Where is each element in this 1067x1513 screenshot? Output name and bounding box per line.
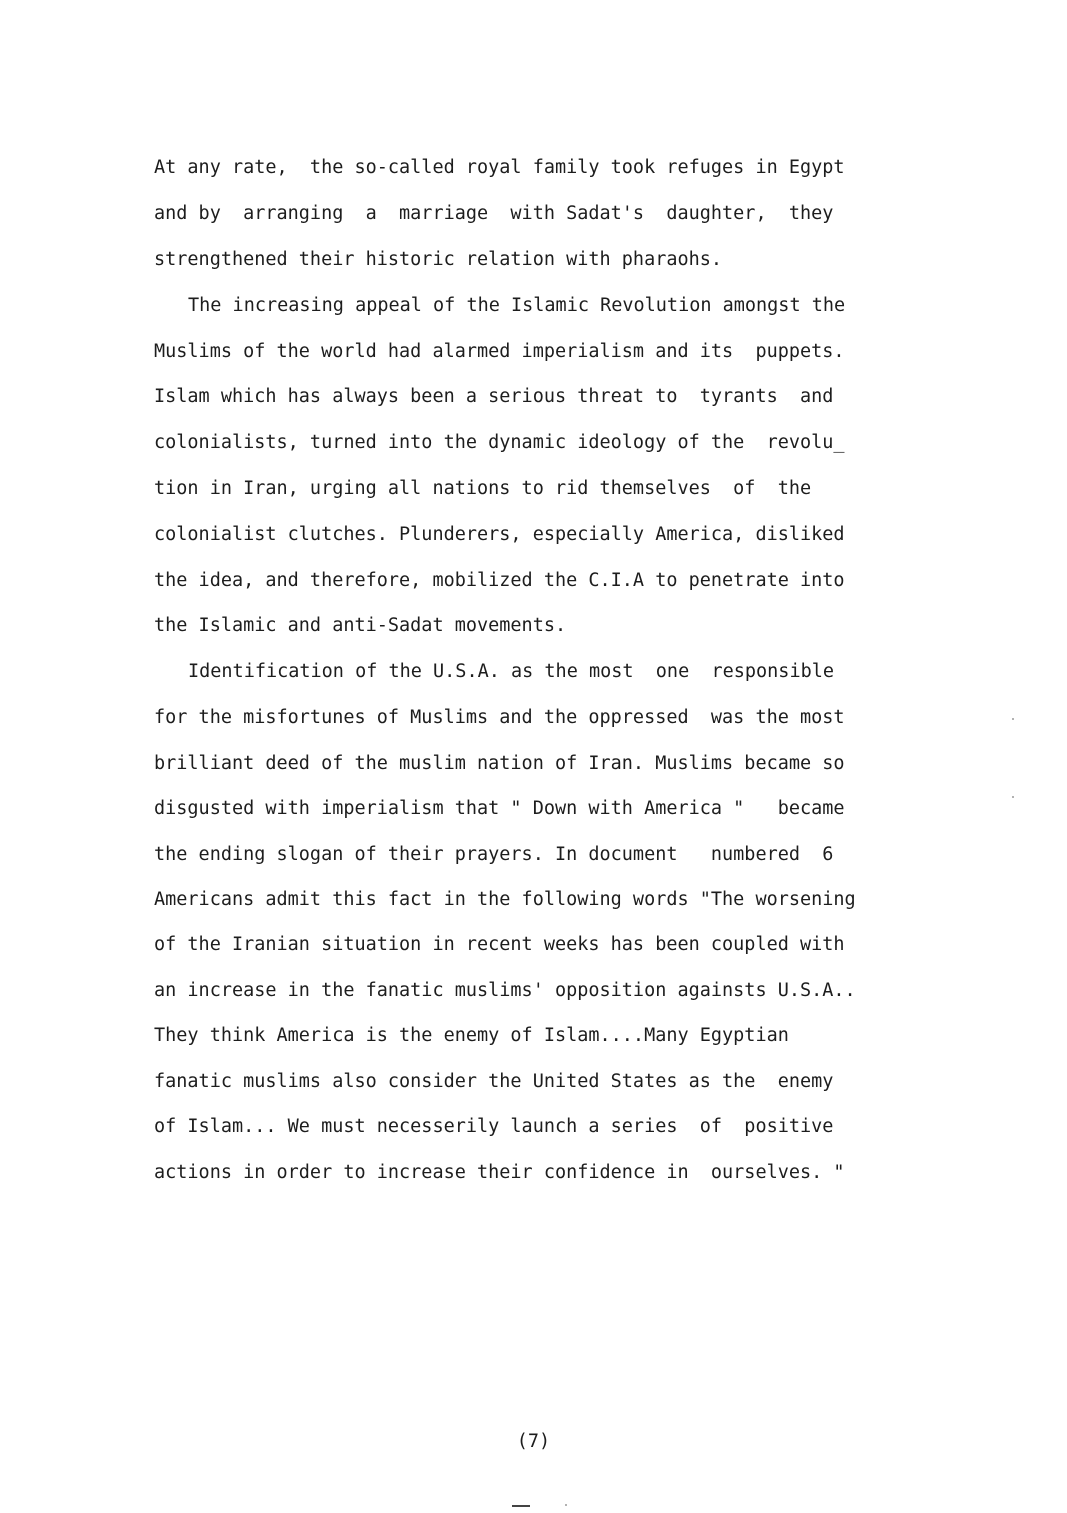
text-line-2: and by arranging a marriage with Sadat's daughter, they bbox=[154, 203, 834, 224]
text-line-22: of Islam... We must necesserily launch a series of positive bbox=[154, 1116, 834, 1137]
text-line-8: tion in Iran, urging all nations to rid themselves of the bbox=[154, 478, 812, 499]
text-line-10: the idea, and therefore, mobilized the C.I.A to penetrate into bbox=[154, 570, 845, 591]
text-line-12: Identification of the U.S.A. as the most one responsible bbox=[188, 661, 835, 682]
page-number: (7) bbox=[516, 1431, 551, 1452]
text-line-16: the ending slogan of their prayers. In document numbered 6 bbox=[154, 844, 834, 865]
text-line-18: of the Iranian situation in recent weeks has been coupled with bbox=[154, 934, 845, 955]
scan-speck bbox=[1012, 796, 1014, 798]
text-line-23: actions in order to increase their confidence in ourselves. " bbox=[154, 1162, 845, 1183]
text-line-7: colonialists, turned into the dynamic ideology of the revolu_ bbox=[154, 432, 845, 453]
scan-speck bbox=[565, 1504, 567, 1506]
text-line-4: The increasing appeal of the Islamic Revolution amongst the bbox=[188, 295, 846, 316]
scan-speck bbox=[1012, 718, 1014, 720]
text-line-6: Islam which has always been a serious threat to tyrants and bbox=[154, 386, 834, 407]
text-line-9: colonialist clutches. Plunderers, especially America, disliked bbox=[154, 524, 845, 545]
text-line-14: brilliant deed of the muslim nation of Iran. Muslims became so bbox=[154, 753, 845, 774]
text-line-19: an increase in the fanatic muslims' opposition againsts U.S.A.. bbox=[154, 980, 856, 1001]
text-line-17: Americans admit this fact in the following words "The worsening bbox=[154, 889, 856, 910]
text-line-21: fanatic muslims also consider the United States as the enemy bbox=[154, 1071, 834, 1092]
text-line-15: disgusted with imperialism that " Down with America " became bbox=[154, 798, 845, 819]
text-line-20: They think America is the enemy of Islam....Many Egyptian bbox=[154, 1025, 789, 1046]
text-line-11: the Islamic and anti-Sadat movements. bbox=[154, 615, 567, 636]
text-line-1: At any rate, the so-called royal family took refuges in Egypt bbox=[154, 157, 845, 178]
text-line-13: for the misfortunes of Muslims and the oppressed was the most bbox=[154, 707, 845, 728]
text-line-5: Muslims of the world had alarmed imperialism and its puppets. bbox=[154, 341, 845, 362]
text-line-3: strengthened their historic relation with pharaohs. bbox=[154, 249, 723, 270]
scan-mark bbox=[512, 1505, 530, 1507]
